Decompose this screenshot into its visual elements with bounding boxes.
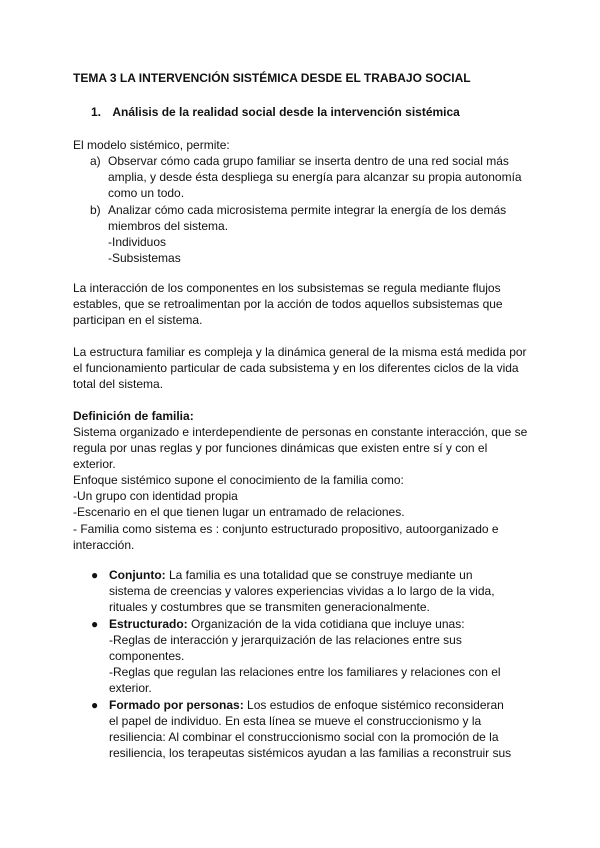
- approach-item: - Familia como sistema es : conjunto estructurado propositivo, autoorganizado e interacción.: [73, 521, 499, 552]
- section-title: Análisis de la realidad social desde la intervención sistémica: [112, 105, 460, 119]
- list-marker: b): [90, 202, 101, 217]
- sublist-line: -Individuos: [108, 235, 167, 250]
- approach-block: [73, 472, 528, 553]
- bullet-icon: ●: [91, 697, 99, 712]
- bullet-icon: ●: [91, 616, 99, 631]
- section-heading: [91, 104, 511, 120]
- approach-item: -Un grupo con identidad propia: [73, 489, 238, 504]
- document-title: TEMA 3 LA INTERVENCIÓN SISTÉMICA DESDE EL TRABAJO SOCIAL: [73, 71, 471, 85]
- bullet-list: [91, 567, 516, 761]
- definition-heading: Definición de familia:: [73, 409, 194, 423]
- bullet-icon: ●: [91, 568, 99, 582]
- bullet-item-formado: [91, 697, 516, 762]
- definition-text: Sistema organizado e interdependiente de personas en constante interacción, que se regula por unas reglas y por funciones dinámicas que existen entre sí y con el exterior.: [73, 425, 528, 472]
- list-marker: a): [90, 154, 101, 168]
- list-item-text: Observar cómo cada grupo familiar se inserta dentro de una red social más amplia, y desde ésta despliega su energía para alcanzar su propia autonomía como un todo.: [108, 154, 522, 201]
- approach-item: -Escenario en el que tienen lugar un entramado de relaciones.: [73, 505, 405, 520]
- bullet-subline: -Reglas que regulan las relaciones entre los familiares y relaciones con el exterior.: [109, 665, 501, 696]
- list-item-b: [73, 202, 533, 234]
- bullet-text: La familia es una totalidad que se construye mediante un sistema de creencias y valores experiencias vividas a lo largo de la vida, rituales y costumbres que se transmiten generacionalmente.: [109, 568, 495, 615]
- bullet-text: Organización de la vida cotidiana que incluye unas:: [191, 616, 465, 631]
- approach-intro: Enfoque sistémico supone el conocimiento de la familia como:: [73, 473, 404, 487]
- list-item-a: [73, 153, 533, 202]
- lettered-list: [73, 153, 533, 266]
- intro-line: El modelo sistémico, permite:: [73, 138, 230, 152]
- list-item-text: Analizar cómo cada microsistema permite integrar la energía de los demás miembros del sistema.: [108, 202, 507, 233]
- bullet-subline: -Reglas de interacción y jerarquización de las relaciones entre sus componentes.: [109, 632, 462, 664]
- section-number: 1.: [91, 105, 102, 119]
- sublist-line: -Subsistemas: [108, 251, 181, 266]
- bullet-text: Los estudios de enfoque sistémico reconsideran el papel de individuo. En esta línea se mueve el construccionismo y la resiliencia: Al combinar el construccionismo social con la promoción de la resiliencia, los terapeutas sistémicos ayudan a las familias a reconstruir sus: [109, 697, 512, 761]
- bullet-item-estructurado: [91, 616, 516, 697]
- bullet-item-conjunto: [91, 567, 516, 616]
- bullet-term: Estructurado:: [109, 616, 188, 631]
- bullet-term: Formado por personas:: [109, 697, 244, 712]
- bullet-term: Conjunto:: [109, 568, 166, 582]
- paragraph-interaction: La interacción de los componentes en los subsistemas se regula mediante flujos estables, que se retroalimentan por la acción de todos aquellos subsistemas que participan en el sistema.: [73, 281, 503, 328]
- paragraph-structure: La estructura familiar es compleja y la dinámica general de la misma está medida por el funcionamiento particular de cada subsistema y en los diferentes ciclos de la vida total del sistema.: [73, 345, 527, 392]
